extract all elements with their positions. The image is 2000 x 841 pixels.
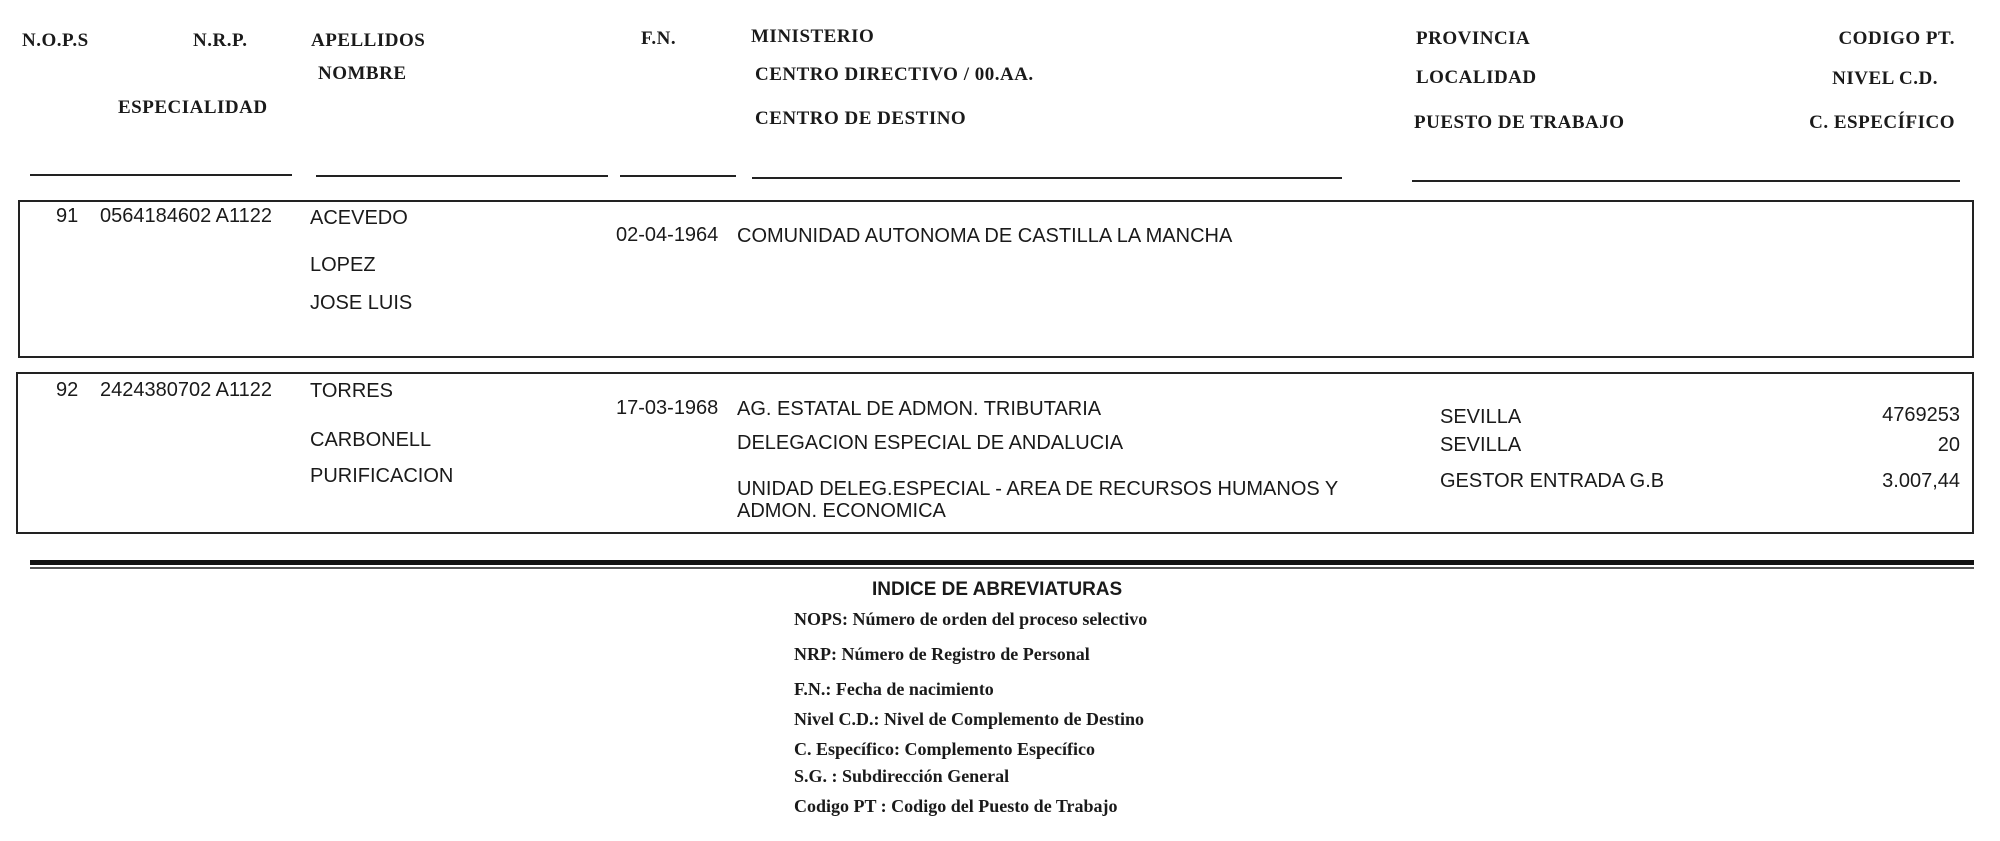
- header-underline: [752, 177, 1342, 179]
- header-underline: [316, 175, 608, 177]
- header-provincia: PROVINCIA: [1416, 28, 1531, 49]
- legend-item: Nivel C.D.: Nivel de Complemento de Destino: [794, 709, 1144, 729]
- header-ministerio: MINISTERIO: [751, 26, 875, 47]
- record-centro-destino-line2: ADMON. ECONOMICA: [737, 500, 946, 522]
- record-row: [16, 372, 1974, 534]
- footer-rule-shadow: [30, 567, 1974, 569]
- record-c-especifico: 3.007,44: [1882, 470, 1960, 492]
- record-fn: 02-04-1964: [616, 224, 719, 246]
- record-nombre: JOSE LUIS: [310, 292, 413, 314]
- record-centro-destino-line1: UNIDAD DELEG.ESPECIAL - AREA DE RECURSOS HUMANOS Y: [737, 478, 1339, 500]
- header-codigo-pt: CODIGO PT.: [1838, 28, 1955, 49]
- header-nrp: N.R.P.: [193, 30, 248, 51]
- legend-item: C. Específico: Complemento Específico: [794, 739, 1095, 759]
- record-localidad: SEVILLA: [1440, 434, 1522, 456]
- record-apellido1: ACEVEDO: [310, 207, 408, 229]
- footer-rule: [30, 560, 1974, 565]
- legend-item: F.N.: Fecha de nacimiento: [794, 679, 994, 699]
- record-ministerio: AG. ESTATAL DE ADMON. TRIBUTARIA: [737, 398, 1102, 420]
- record-apellido1: TORRES: [310, 380, 393, 402]
- record-ministerio: COMUNIDAD AUTONOMA DE CASTILLA LA MANCHA: [737, 225, 1233, 247]
- legend-item: S.G. : Subdirección General: [794, 766, 1010, 786]
- header-c-especifico: C. ESPECÍFICO: [1809, 112, 1955, 133]
- record-nombre: PURIFICACION: [310, 465, 454, 487]
- record-nops: 92: [56, 379, 79, 401]
- record-provincia: SEVILLA: [1440, 406, 1522, 428]
- record-fn: 17-03-1968: [616, 397, 719, 419]
- header-centro-destino: CENTRO DE DESTINO: [755, 108, 967, 129]
- header-nivel-cd: NIVEL C.D.: [1832, 68, 1938, 89]
- record-centro-directivo: DELEGACION ESPECIAL DE ANDALUCIA: [737, 432, 1124, 454]
- header-apellidos: APELLIDOS: [311, 30, 426, 51]
- record-puesto-trabajo: GESTOR ENTRADA G.B: [1440, 470, 1665, 492]
- record-nrp: 2424380702 A1122: [100, 379, 273, 401]
- header-nops: N.O.P.S: [22, 30, 89, 51]
- record-nrp: 0564184602 A1122: [100, 205, 273, 227]
- header-fn: F.N.: [641, 28, 677, 49]
- record-codigo-pt: 4769253: [1882, 404, 1960, 426]
- legend-item: Codigo PT : Codigo del Puesto de Trabajo: [794, 796, 1118, 816]
- record-apellido2: CARBONELL: [310, 429, 432, 451]
- header-puesto-trabajo: PUESTO DE TRABAJO: [1414, 112, 1625, 133]
- header-localidad: LOCALIDAD: [1416, 67, 1537, 88]
- header-underline: [30, 174, 292, 176]
- header-centro-directivo: CENTRO DIRECTIVO / 00.AA.: [755, 64, 1034, 85]
- record-apellido2: LOPEZ: [310, 254, 376, 276]
- legend-title: INDICE DE ABREVIATURAS: [872, 579, 1123, 600]
- legend-item: NRP: Número de Registro de Personal: [794, 644, 1090, 664]
- record-nivel-cd: 20: [1937, 434, 1960, 456]
- header-underline: [620, 175, 736, 177]
- record-row: [18, 200, 1974, 358]
- legend-item: NOPS: Número de orden del proceso selectivo: [794, 609, 1148, 629]
- header-nombre: NOMBRE: [318, 63, 407, 84]
- header-especialidad: ESPECIALIDAD: [118, 97, 268, 118]
- record-nops: 91: [56, 205, 79, 227]
- header-underline: [1412, 180, 1960, 182]
